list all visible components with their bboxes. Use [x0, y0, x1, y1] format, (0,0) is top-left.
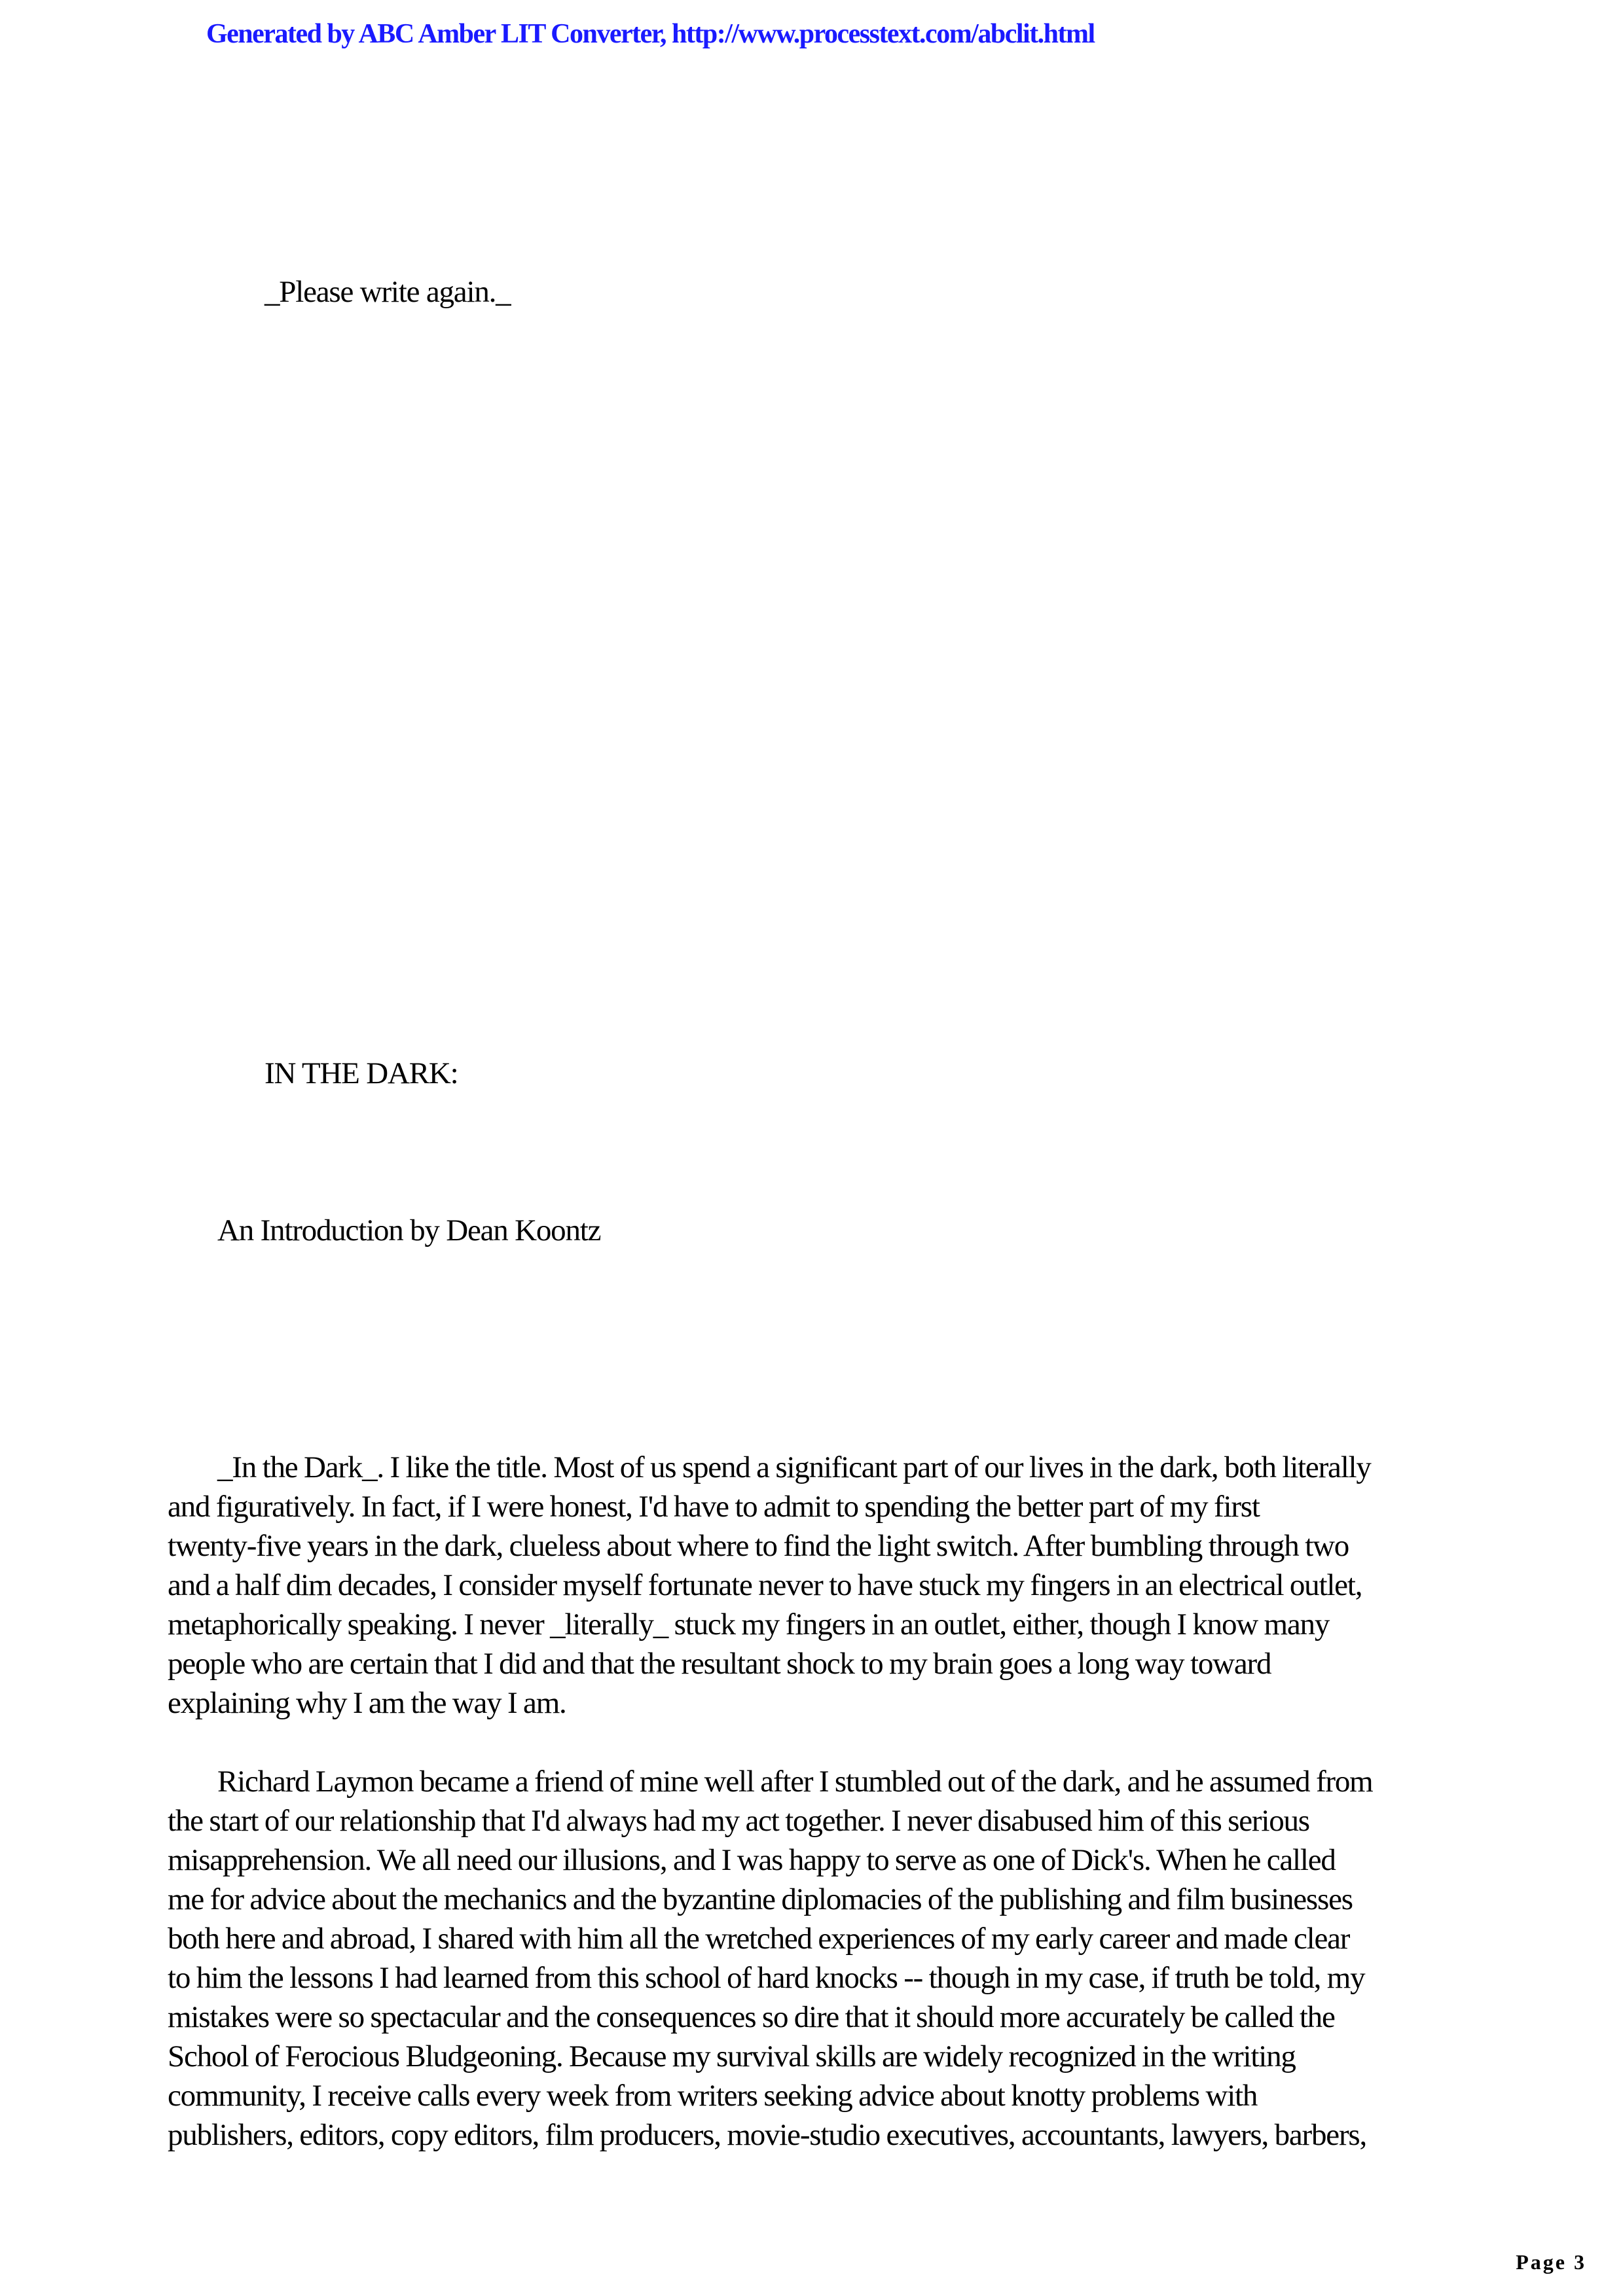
page-number: Page 3: [1516, 2250, 1586, 2274]
paragraph-line: publishers, editors, copy editors, film producers, movie-studio executives, accountants, lawyers, barbers,: [168, 2118, 1367, 2152]
paragraph-line: and figuratively. In fact, if I were honest, I'd have to admit to spending the better part of my first: [168, 1490, 1260, 1524]
paragraph-line: to him the lessons I had learned from this school of hard knocks -- though in my case, if truth be told, my: [168, 1961, 1365, 1995]
body-paragraph-1: [168, 1448, 1484, 1723]
paragraph-line: metaphorically speaking. I never _literally_ stuck my fingers in an outlet, either, though I know many: [168, 1607, 1330, 1641]
paragraph-line: community, I receive calls every week from writers seeking advice about knotty problems with: [168, 2079, 1258, 2113]
paragraph-line: people who are certain that I did and that the resultant shock to my brain goes a long way toward: [168, 1647, 1271, 1681]
paragraph-line: twenty-five years in the dark, clueless about where to find the light switch. After bumbling through two: [168, 1529, 1349, 1563]
converter-header-link[interactable]: Generated by ABC Amber LIT Converter, http://www.processtext.com/abclit.html: [206, 19, 1095, 49]
body-paragraph-2: [168, 1762, 1484, 2155]
closing-line: _Please write again._: [264, 275, 511, 309]
paragraph-line: the start of our relationship that I'd always had my act together. I never disabused him of this serious: [168, 1804, 1309, 1838]
paragraph-line: and a half dim decades, I consider myself fortunate never to have stuck my fingers in an electrical outlet,: [168, 1568, 1362, 1602]
paragraph-line: mistakes were so spectacular and the consequences so dire that it should more accurately be called the: [168, 2000, 1335, 2034]
paragraph-line: me for advice about the mechanics and the byzantine diplomacies of the publishing and film businesses: [168, 1882, 1353, 1916]
byline: An Introduction by Dean Koontz: [217, 1213, 601, 1247]
paragraph-line: _In the Dark_. I like the title. Most of us spend a significant part of our lives in the dark, both literally: [217, 1450, 1371, 1484]
paragraph-line: School of Ferocious Bludgeoning. Because my survival skills are widely recognized in the writing: [168, 2039, 1296, 2073]
paragraph-line: explaining why I am the way I am.: [168, 1686, 566, 1720]
paragraph-line: both here and abroad, I shared with him all the wretched experiences of my early career and made clear: [168, 1922, 1350, 1956]
paragraph-line: misapprehension. We all need our illusions, and I was happy to serve as one of Dick's. When he called: [168, 1843, 1336, 1877]
paragraph-line: Richard Laymon became a friend of mine well after I stumbled out of the dark, and he assumed from: [217, 1765, 1373, 1799]
section-title: IN THE DARK:: [264, 1056, 458, 1090]
